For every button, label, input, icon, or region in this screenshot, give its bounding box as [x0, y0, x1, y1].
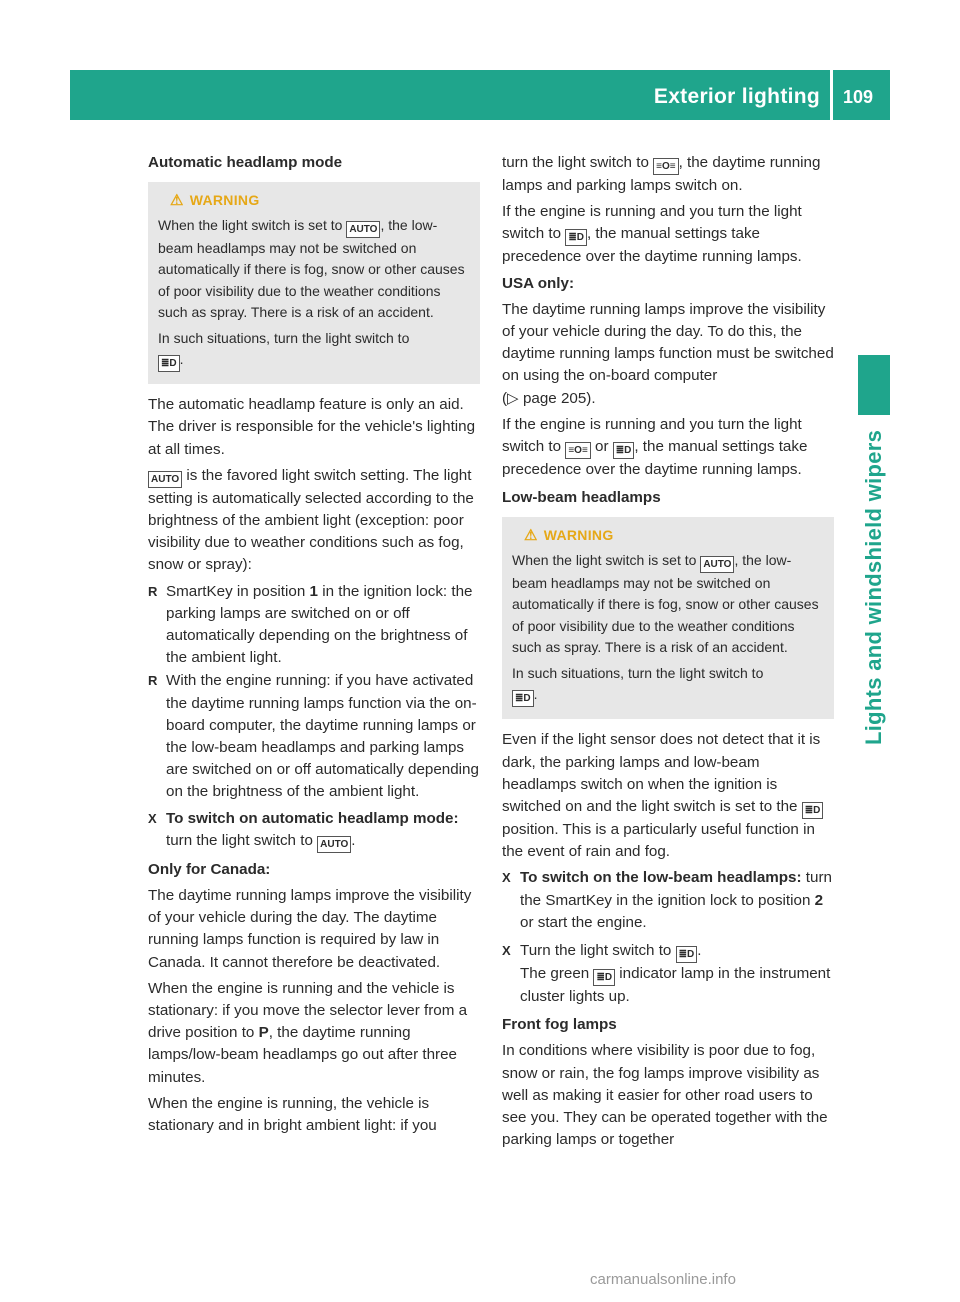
warning-text	[512, 550, 824, 659]
low-beam-icon: ≣D	[512, 690, 534, 707]
text: , the low-beam headlamps may not be switched on automatically if there is fog, snow or other causes of poor visibility due to the weather conditions such as spray. There is a risk of an accident.	[158, 216, 465, 321]
gear-position: P	[258, 1024, 269, 1042]
text: SmartKey in position	[166, 582, 310, 600]
text: In such situations, turn the light switch to	[158, 329, 410, 346]
step-arrow-icon: X	[502, 870, 511, 886]
text: Even if the light sensor does not detect that it is dark, the parking lamps and low-beam headlamps switch on when the ignition is switched on and the light switch is set to the	[502, 731, 821, 816]
step-title: To switch on the low-beam headlamps:	[520, 869, 802, 887]
text: , the daytime running lamps and parking lamps switch on.	[502, 154, 821, 194]
warning-header	[524, 525, 824, 547]
key-position: 1	[309, 582, 318, 600]
step-arrow-icon: X	[148, 810, 157, 826]
instruction-step	[502, 867, 834, 934]
key-position: 2	[814, 891, 824, 909]
auto-light-icon: AUTO	[346, 221, 380, 238]
text: Turn the light switch to	[520, 942, 672, 960]
warning-label: WARNING	[543, 527, 614, 544]
text: or start the engine.	[520, 913, 647, 931]
text: With the engine running: if you have activated the daytime running lamps function via the on-board computer, the daytime running lamps or the low-beam headlamps and parking lamps are switched on or off automatically depending on the brightness of the ambient light.	[166, 672, 479, 801]
text: in the ignition lock: the parking lamps are switched on or off automatically depending on the brightness of the ambient light.	[166, 582, 473, 667]
page-number: 109	[843, 87, 874, 107]
auto-light-icon: AUTO	[700, 556, 734, 573]
auto-light-icon: AUTO	[148, 471, 182, 488]
instruction-step: X To switch on automatic headlamp mode: turn the light switch to AUTO .	[148, 808, 480, 853]
watermark: carmanualsonline.info	[590, 1271, 736, 1288]
text: or	[590, 438, 613, 456]
side-tab-label: Lights and windshield wipers	[861, 429, 886, 745]
low-beam-icon: ≣D	[565, 229, 587, 246]
step-arrow-icon: X	[502, 943, 511, 959]
low-beam-icon: ≣D	[613, 442, 635, 459]
auto-light-icon: AUTO	[317, 836, 351, 853]
page-reference-link[interactable]: (▷ page 205).	[502, 389, 596, 407]
side-tab-marker	[858, 355, 890, 415]
text: is the favored light switch setting. The light setting is automatically selected according to the brightness of the ambient light (exception: poor visibility due to weather conditions such as fog, snow or spray):	[148, 466, 474, 574]
paragraph	[502, 201, 834, 268]
paragraph	[148, 465, 480, 577]
paragraph	[502, 299, 834, 410]
bullet-marker: R	[148, 673, 158, 689]
text: The daytime running lamps improve the visibility of your vehicle during the day. To do this, the daytime running lamps function must be switched on using the on-board computer	[502, 300, 834, 385]
warning-box	[502, 517, 834, 719]
section-title: Exterior lighting	[653, 85, 820, 108]
text: When the engine is running and the vehicle is stationary: if you move the selector lever from a drive position to	[148, 979, 468, 1042]
text: In such situations, turn the light switch to	[512, 664, 764, 681]
text: , the manual settings take precedence over the daytime running lamps.	[502, 438, 808, 479]
step-title: To switch on automatic headlamp mode:	[166, 809, 459, 827]
warning-box	[148, 182, 480, 384]
text: indicator lamp in the instrument cluster lights up.	[520, 965, 831, 1006]
daytime-running-lamp-icon: ≡O≡	[653, 158, 678, 175]
right-column	[502, 152, 834, 1155]
paragraph	[502, 152, 834, 197]
subheading: Only for Canada:	[148, 860, 271, 878]
text: If the engine is running and you turn the light switch to	[502, 203, 802, 243]
warning-text: In such situations, turn the light switch to ≣D .	[512, 663, 824, 708]
warning-text	[158, 215, 470, 324]
text: position. This is a particularly useful function in the event of rain and fog.	[502, 821, 815, 861]
paragraph: The automatic headlamp feature is only an aid. The driver is responsible for the vehicle's lighting at all times.	[148, 396, 476, 458]
text: When the light switch is set to	[512, 551, 697, 568]
instruction-step: X Turn the light switch to ≣D . The green ≣D indicator lamp in the instrument cluster lights up.	[502, 942, 831, 1006]
warning-triangle-icon: ⚠	[524, 527, 538, 545]
list-item	[148, 581, 480, 670]
text: turn the light switch to	[502, 154, 649, 171]
paragraph	[502, 414, 834, 481]
low-beam-icon: ≣D	[802, 802, 824, 819]
text: turn the SmartKey in the ignition lock to position	[520, 869, 832, 909]
paragraph	[148, 978, 480, 1089]
text: When the light switch is set to	[158, 216, 343, 233]
text: The green	[520, 965, 590, 983]
warning-triangle-icon: ⚠	[170, 192, 184, 210]
warning-header	[170, 190, 470, 212]
text: turn the light switch to	[166, 831, 313, 849]
daytime-running-lamp-icon: ≡O≡	[565, 442, 590, 459]
text: If the engine is running and you turn the light switch to	[502, 415, 802, 456]
section-heading: Low-beam headlamps	[502, 489, 661, 507]
warning-label: WARNING	[189, 192, 260, 209]
text: , the low-beam headlamps may not be switched on automatically if there is fog, snow or other causes of poor visibility due to the weather conditions such as spray. There is a risk of an accident.	[512, 551, 819, 656]
left-column	[148, 152, 480, 1141]
low-beam-icon: ≣D	[676, 946, 698, 963]
subheading: USA only:	[502, 274, 574, 292]
text: , the daytime running lamps/low-beam headlamps go out after three minutes.	[148, 1024, 457, 1086]
bullet-marker: R	[148, 583, 158, 599]
text: , the manual settings take precedence over the daytime running lamps.	[502, 225, 802, 266]
paragraph	[502, 729, 834, 863]
paragraph: In conditions where visibility is poor due to fog, snow or rain, the fog lamps improve visibility as well as making it easier for other road users to see you. They can be operated together with the parking lamps or together	[502, 1042, 828, 1149]
list-item	[148, 670, 480, 803]
paragraph: When the engine is running, the vehicle is stationary and in bright ambient light: if you	[148, 1094, 437, 1135]
section-heading: Automatic headlamp mode	[148, 154, 343, 171]
bullet-list	[148, 581, 480, 804]
paragraph: The daytime running lamps improve the visibility of your vehicle during the day. The daytime running lamps function is required by law in Canada. It cannot therefore be deactivated.	[148, 887, 472, 971]
header-separator	[830, 70, 833, 120]
warning-text: In such situations, turn the light switch to ≣D .	[158, 328, 470, 373]
low-beam-icon: ≣D	[593, 969, 615, 986]
subheading: Front fog lamps	[502, 1016, 617, 1034]
low-beam-icon: ≣D	[158, 355, 180, 372]
